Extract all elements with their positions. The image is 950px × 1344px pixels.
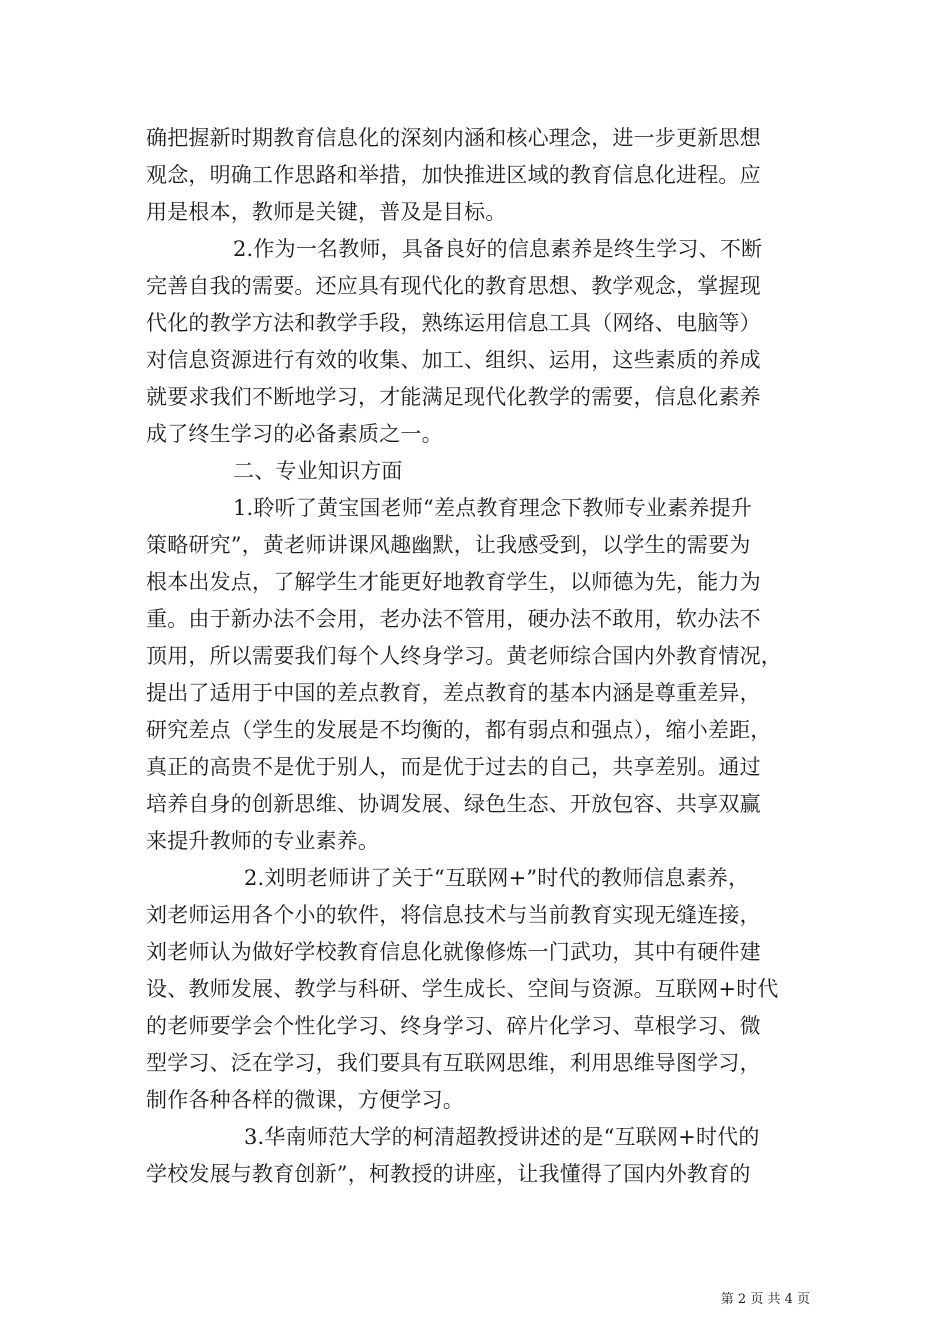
text-line: 提出了适用于中国的差点教育，差点教育的基本内涵是尊重差异， [146,681,761,705]
text-line: 培养自身的创新思维、协调发展、绿色生态、开放包容、共享双赢 [146,792,761,816]
text-line: 对信息资源进行有效的收集、加工、组织、运用，这些素质的养成 [146,348,761,372]
text-line: 2.作为一名教师，具备良好的信息素养是终生学习、不断 [233,237,763,261]
text-line: 2.刘明老师讲了关于“互联网+”时代的教师信息素养， [244,866,750,890]
text-line: 3.华南师范大学的柯清超教授讲述的是“互联网+时代的 [244,1125,760,1149]
text-line: 制作各种各样的微课，方便学习。 [146,1088,464,1112]
text-line: 用是根本，教师是关键，普及是目标。 [146,200,507,224]
text-line: 完善自我的需要。还应具有现代化的教育思想、教学观念，掌握现 [146,274,761,298]
text-line: 学校发展与教育创新”，柯教授的讲座，让我懂得了国内外教育的 [146,1162,751,1186]
text-line: 顶用，所以需要我们每个人终身学习。黄老师综合国内外教育情况， [146,644,782,668]
text-line: 设、教师发展、教学与科研、学生成长、空间与资源。互联网+时代 [146,977,779,1001]
text-line: 真正的高贵不是优于别人，而是优于过去的自己，共享差别。通过 [146,755,761,779]
text-line: 的老师要学会个性化学习、终身学习、碎片化学习、草根学习、微 [146,1014,761,1038]
text-line: 确把握新时期教育信息化的深刻内涵和核心理念，进一步更新思想 [146,126,761,150]
text-line: 研究差点（学生的发展是不均衡的，都有弱点和强点），缩小差距， [146,718,772,742]
text-line: 代化的教学方法和教学手段，熟练运用信息工具（网络、电脑等） [146,311,761,335]
text-line: 1.聆听了黄宝国老师“差点教育理念下教师专业素养提升 [233,496,752,520]
text-line: 刘老师运用各个小的软件，将信息技术与当前教育实现无缝连接， [146,903,761,927]
page-number: 第 2 页 共 4 页 [720,1292,810,1307]
text-line: 刘老师认为做好学校教育信息化就像修炼一门武功，其中有硬件建 [146,940,761,964]
text-line: 型学习、泛在学习，我们要具有互联网思维，利用思维导图学习， [146,1051,761,1075]
text-line: 观念，明确工作思路和举措，加快推进区域的教育信息化进程。应 [146,163,761,187]
text-line: 策略研究”，黄老师讲课风趣幽默，让我感受到，以学生的需要为 [146,533,751,557]
text-line: 重。由于新办法不会用，老办法不管用，硬办法不敢用，软办法不 [146,607,761,631]
text-line: 根本出发点，了解学生才能更好地教育学生，以师德为先，能力为 [146,570,761,594]
section-heading: 二、专业知识方面 [233,459,403,483]
text-line: 就要求我们不断地学习，才能满足现代化教学的需要，信息化素养 [146,385,761,409]
text-line: 来提升教师的专业素养。 [146,829,380,853]
text-line: 成了终生学习的必备素质之一。 [146,422,443,446]
